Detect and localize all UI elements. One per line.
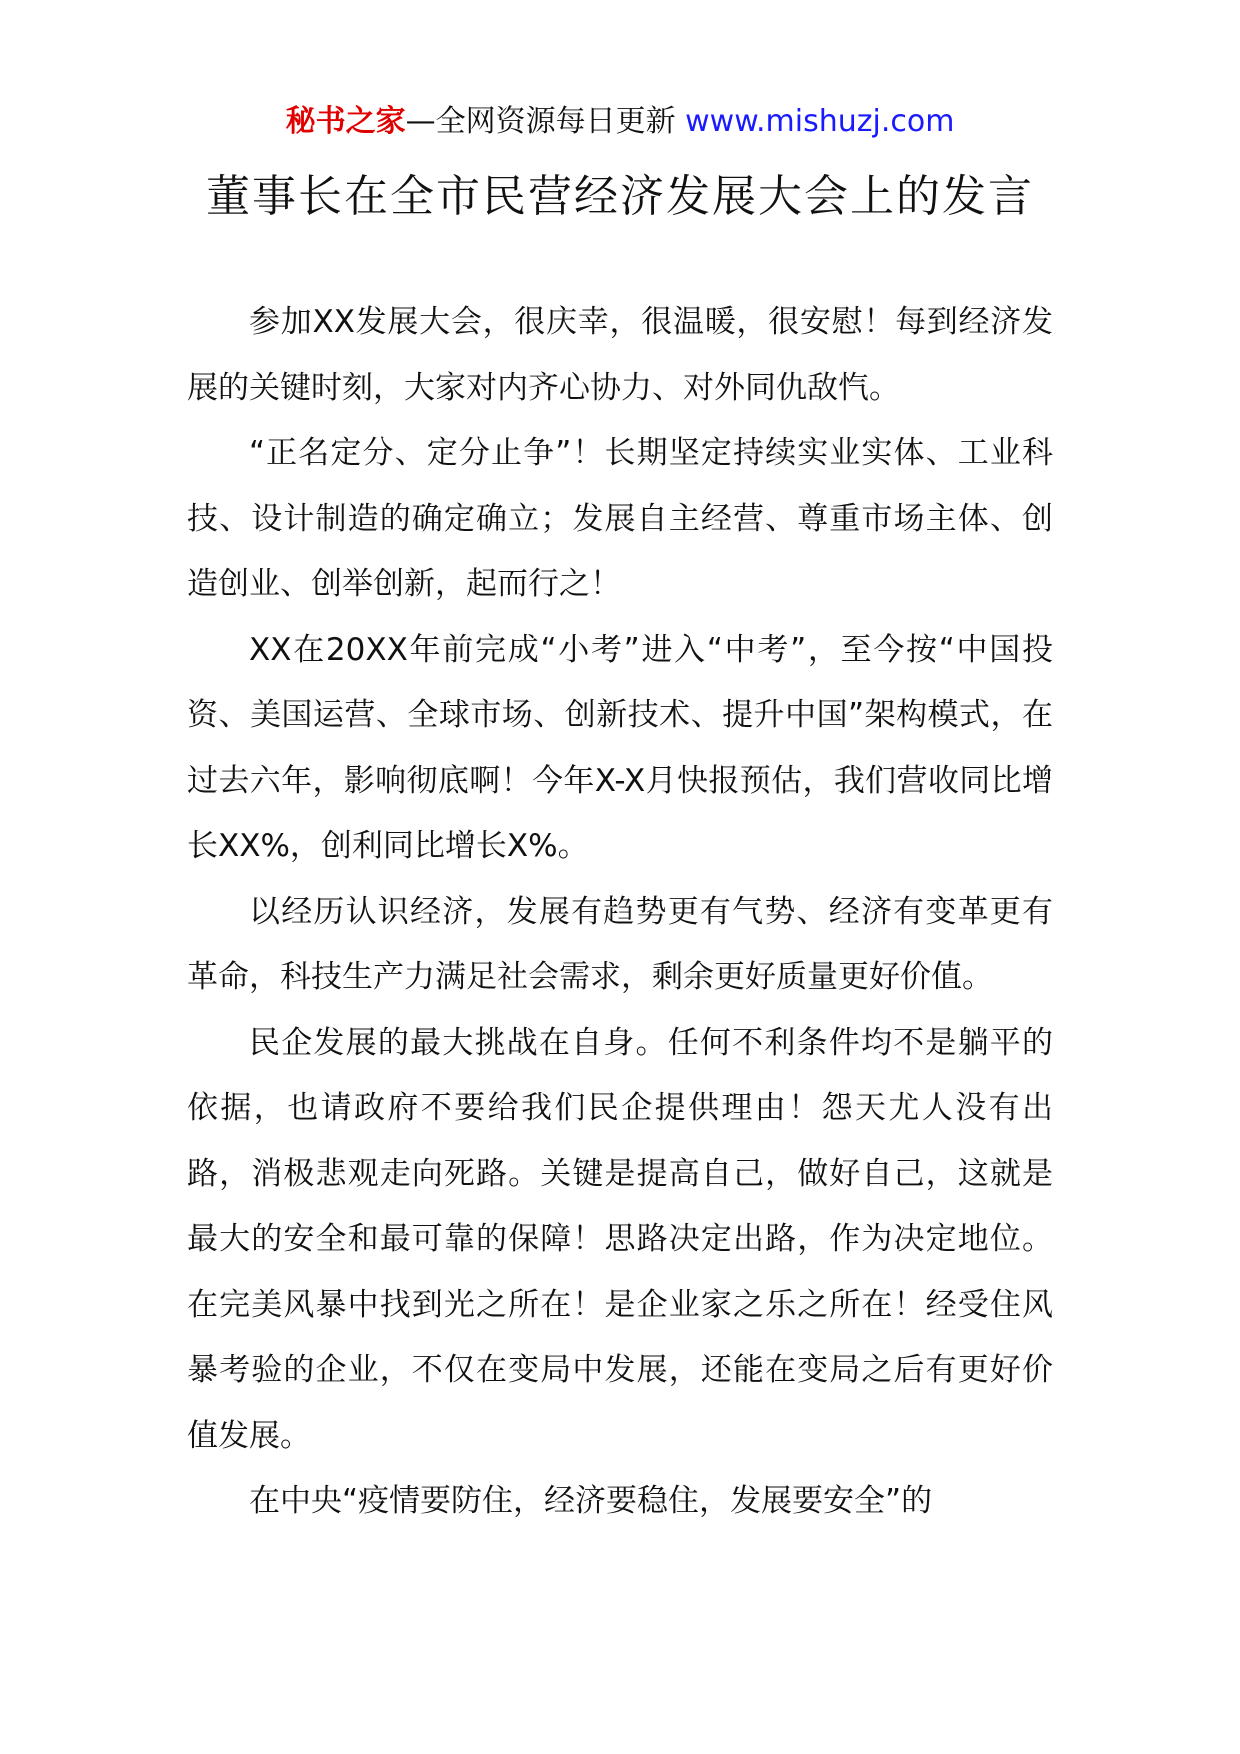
header-tagline: —全网资源每日更新 xyxy=(405,104,686,139)
paragraph: 民企发展的最大挑战在自身。任何不利条件均不是躺平的依据，也请政府不要给我们民企提供理由！怨天尤人没有出路，消极悲观走向死路。关键是提高自己，做好自己，这就是最大的安全和最可靠的保障！思路决定出路，作为决定地位。在完美风暴中找到光之所在！是企业家之乐之所在！经受住风暴考验的企业，不仅在变局中发展，还能在变局之后有更好价值发展。 xyxy=(187,1024,1053,1454)
paragraph: XX在20XX年前完成“小考”进入“中考”，至今按“中国投资、美国运营、全球市场、创新技术、提升中国”架构模式，在过去六年，影响彻底啊！今年X-X月快报预估，我们营收同比增长XX%，创利同比增长X%。 xyxy=(187,631,1053,864)
document-title: 董事长在全市民营经济发展大会上的发言 xyxy=(206,171,1034,222)
document-body xyxy=(187,290,1053,1535)
paragraph: “正名定分、定分止争”！长期坚定持续实业实体、工业科技、设计制造的确定确立；发展自主经营、尊重市场主体、创造创业、创举创新，起而行之！ xyxy=(187,435,1053,602)
site-header xyxy=(0,100,1240,144)
brand-name: 秘书之家 xyxy=(285,104,406,139)
paragraph: 在中央“疫情要防住，经济要稳住，发展要安全”的 xyxy=(249,1483,933,1519)
paragraph: 以经历认识经济，发展有趋势更有气势、经济有变革更有革命，科技生产力满足社会需求，剩余更好质量更好价值。 xyxy=(187,893,1053,995)
site-url-link[interactable]: www.mishuzj.com xyxy=(685,104,955,139)
paragraph: 参加XX发展大会，很庆幸，很温暖，很安慰！每到经济发展的关键时刻，大家对内齐心协力、对外同仇敌忾。 xyxy=(187,304,1053,406)
